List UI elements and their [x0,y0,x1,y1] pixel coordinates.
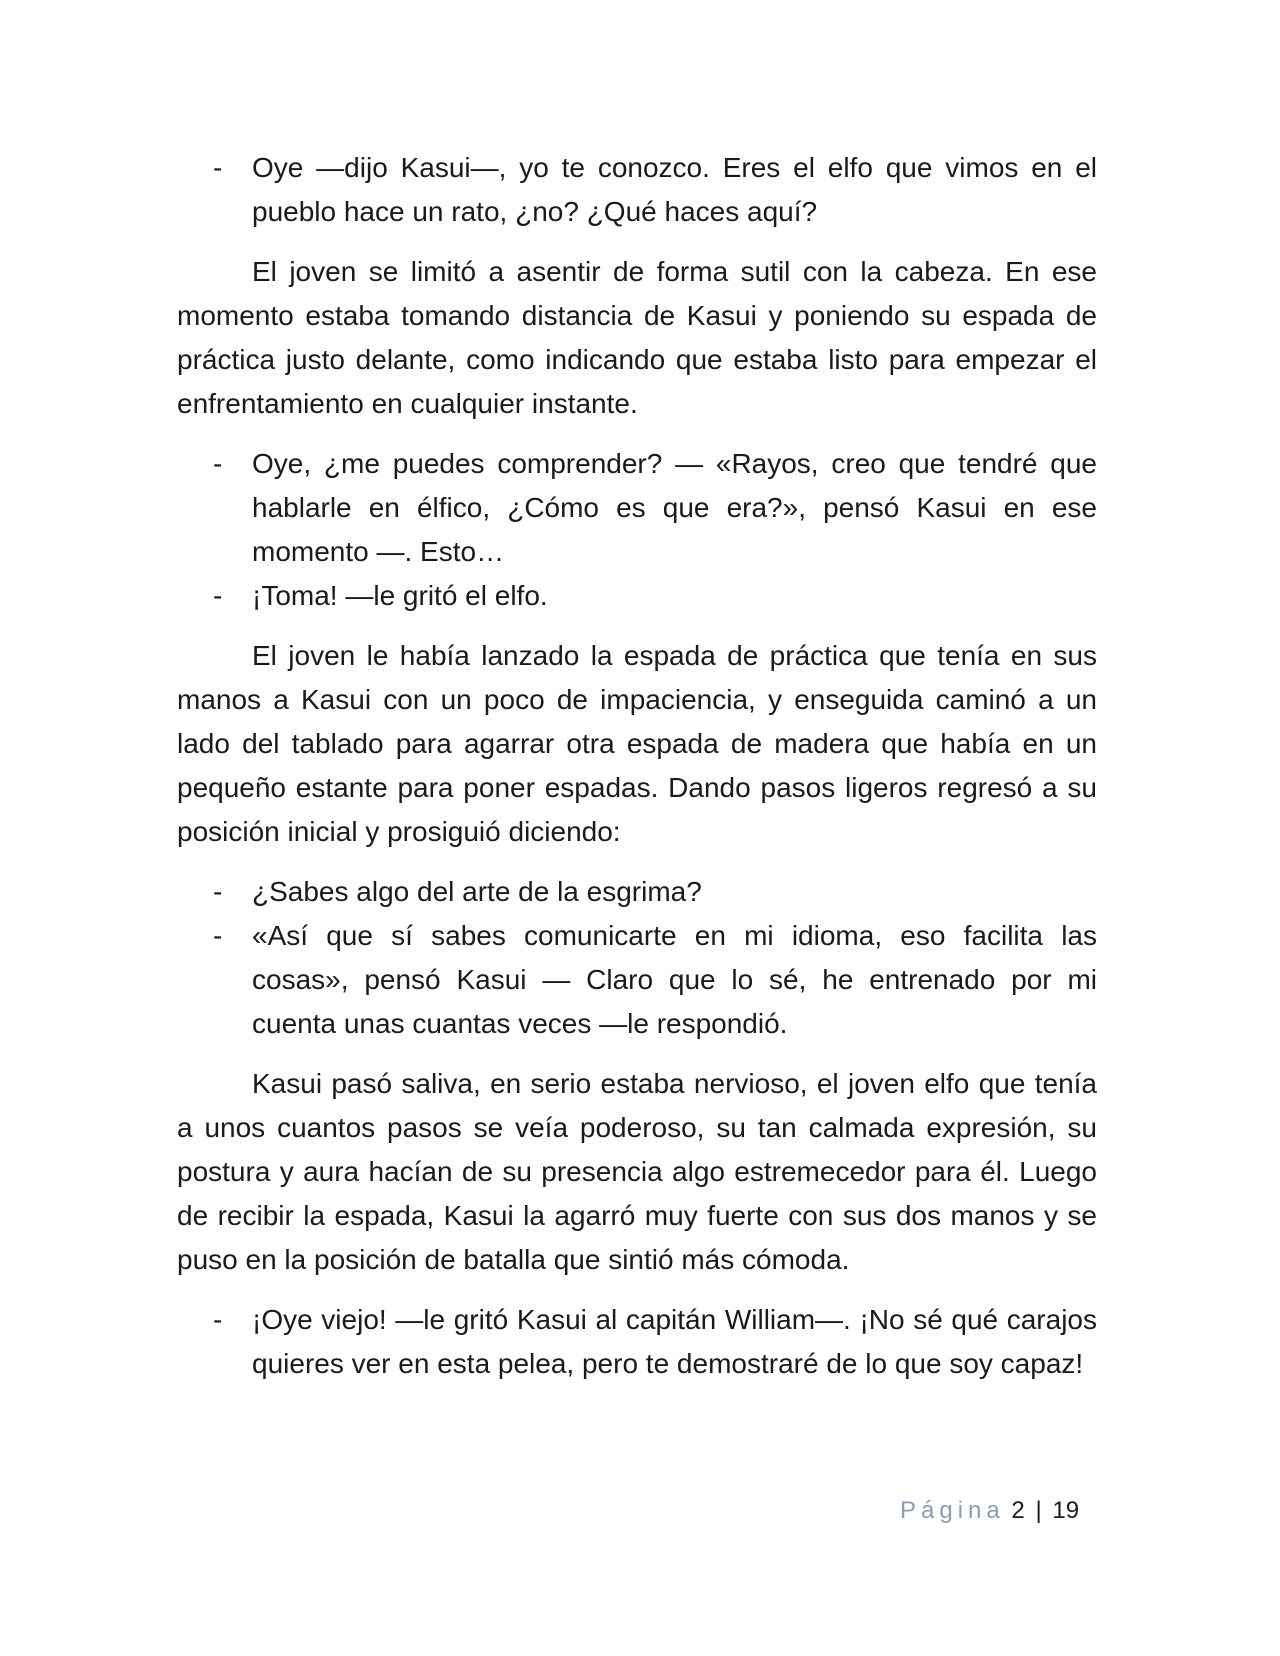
dialogue-text: «Así que sí sabes comunicarte en mi idioma, eso facilita las cosas», pensó Kasui — Claro que lo sé, he entrenado por mi cuenta unas cuantas veces —le respondió. [252,920,1097,1039]
paragraph: El joven le había lanzado la espada de práctica que tenía en sus manos a Kasui con un poco de impaciencia, y enseguida caminó a un lado del tablado para agarrar otra espada de madera que había en un pequeño estante para poner espadas. Dando pasos ligeros regresó a su posición inicial y prosiguió diciendo: [177,640,1097,847]
dialogue-line [177,442,1097,574]
dialogue-text: Oye, ¿me puedes comprender? — «Rayos, creo que tendré que hablarle en élfico, ¿Cómo es que era?», pensó Kasui en ese momento —. Esto… [252,448,1097,567]
dialogue-line [177,146,1097,234]
dialogue-line [177,870,1097,914]
dialogue-text: Oye —dijo Kasui—, yo te conozco. Eres el elfo que vimos en el pueblo hace un rato, ¿no? ¿Qué haces aquí? [252,152,1097,227]
dialogue-line [177,1298,1097,1386]
dialogue-dash: - [213,1304,223,1335]
dialogue-dash: - [213,448,223,479]
dialogue-dash: - [213,152,223,183]
footer-label: Página [900,1497,1005,1524]
dialogue-line [177,914,1097,1046]
dialogue-dash: - [213,580,223,611]
page-footer [900,1496,1079,1526]
dialogue-text: ¡Oye viejo! —le gritó Kasui al capitán William—. ¡No sé qué carajos quieres ver en esta pelea, pero te demostraré de lo que soy capaz! [252,1304,1097,1379]
dialogue-text: ¡Toma! —le gritó el elfo. [252,580,548,611]
footer-separator: | [1035,1497,1042,1524]
dialogue-line [177,574,1097,618]
paragraph: El joven se limitó a asentir de forma sutil con la cabeza. En ese momento estaba tomando distancia de Kasui y poniendo su espada de práctica justo delante, como indicando que estaba listo para empezar el enfrentamiento en cualquier instante. [177,256,1097,419]
page-body [177,146,1097,1386]
dialogue-dash: - [213,920,223,951]
page-total: 19 [1052,1497,1080,1524]
dialogue-text: ¿Sabes algo del arte de la esgrima? [252,876,702,907]
dialogue-dash: - [213,876,223,907]
paragraph: Kasui pasó saliva, en serio estaba nervioso, el joven elfo que tenía a unos cuantos pasos se veía poderoso, su tan calmada expresión, su postura y aura hacían de su presencia algo estremecedor para él. Luego de recibir la espada, Kasui la agarró muy fuerte con sus dos manos y se puso en la posición de batalla que sintió más cómoda. [177,1068,1097,1275]
page-number: 2 [1011,1497,1025,1524]
